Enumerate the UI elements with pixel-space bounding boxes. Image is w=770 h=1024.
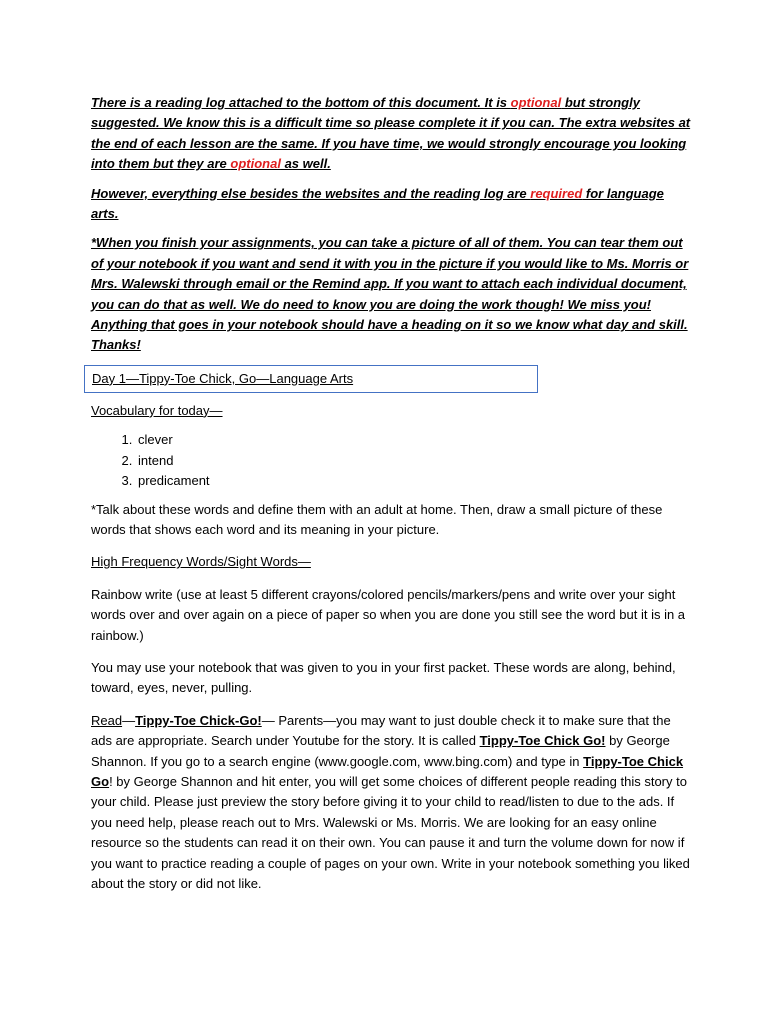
required-word: required — [530, 185, 583, 201]
required-note-part2: for language arts. — [91, 185, 664, 222]
vocabulary-heading: Vocabulary for today— — [91, 402, 223, 418]
required-note-part1: However, everything else besides the websites and the reading log are — [91, 185, 531, 201]
vocabulary-list — [91, 430, 691, 491]
read-dash: — — [122, 712, 136, 728]
day-heading: Day 1—Tippy-Toe Chick, Go—Language Arts — [92, 370, 354, 386]
day-heading-box — [84, 365, 538, 393]
sight-words-heading: High Frequency Words/Sight Words— — [91, 554, 311, 570]
read-text-part3: ! by George Shannon and hit enter, you will get some choices of different people reading this story to your child. Please just preview the story before giving it to your child to read/listen to due to the ads. If you need help, please reach out to Mrs. Walewski or Ms. Morris. We are looking for an easy online resource so the students can read it on their own. You can pause it and turn the volume down for now if you want to practice reading a couple of pages on your own. Write in your notebook something you liked about the story or did not like. — [91, 773, 690, 891]
story-title-3: Tippy-Toe Chick Go — [91, 753, 684, 789]
sight-words-list: You may use your notebook that was given to you in your first packet. These words are along, behind, toward, eyes, never, pulling. — [91, 659, 676, 696]
read-text-part2: by George Shannon. If you go to a search engine (www.google.com, www.bing.com) and type in — [91, 733, 670, 769]
required-note — [91, 184, 691, 225]
reading-log-note — [91, 93, 691, 175]
story-title-link[interactable]: Tippy-Toe Chick-Go! — [135, 712, 262, 728]
vocabulary-item: 1. clever — [136, 430, 691, 450]
vocabulary-item: 2. intend — [136, 451, 691, 471]
read-text-part1: — Parents—you may want to just double check it to make sure that the ads are appropriate. Search under Youtube for the story. It is called — [91, 712, 671, 749]
read-section — [91, 711, 691, 895]
optional-word: optional — [510, 95, 562, 110]
optional-word-2: optional — [230, 156, 281, 172]
reading-log-note-part3: as well. — [280, 156, 331, 172]
submission-note: *When you finish your assignments, you can take a picture of all of them. You can tear them out of your notebook if you want and send it with you in the picture if you would like to Ms. Morris or Mrs. Walewski through email or the Remind app. If you want to attach each individual document, you can do that as well. We do need to know you are doing the work though! We miss you! Anything that goes in your notebook should have a heading on it so we know what day and skill. Thanks! — [91, 235, 689, 353]
read-label: Read — [91, 712, 123, 728]
vocabulary-item: 3. predicament — [136, 471, 691, 491]
document-body — [91, 93, 691, 894]
reading-log-note-part1: There is a reading log attached to the bottom of this document. It is — [91, 95, 511, 110]
story-title-2: Tippy-Toe Chick Go! — [479, 733, 606, 749]
reading-log-note-part2: but strongly suggested. We know this is a difficult time so please complete it if you can. The extra websites at the end of each lesson are the same. If you have time, we would strongly encourage you looking into them but they are — [91, 95, 691, 172]
rainbow-write-instructions: Rainbow write (use at least 5 different crayons/colored pencils/markers/pens and write over your sight words over and over again on a piece of paper so when you are done you still see the word but it is in a rainbow.) — [91, 586, 686, 643]
vocabulary-instructions: *Talk about these words and define them with an adult at home. Then, draw a small picture of these words that shows each word and its meaning in your picture. — [91, 501, 663, 537]
